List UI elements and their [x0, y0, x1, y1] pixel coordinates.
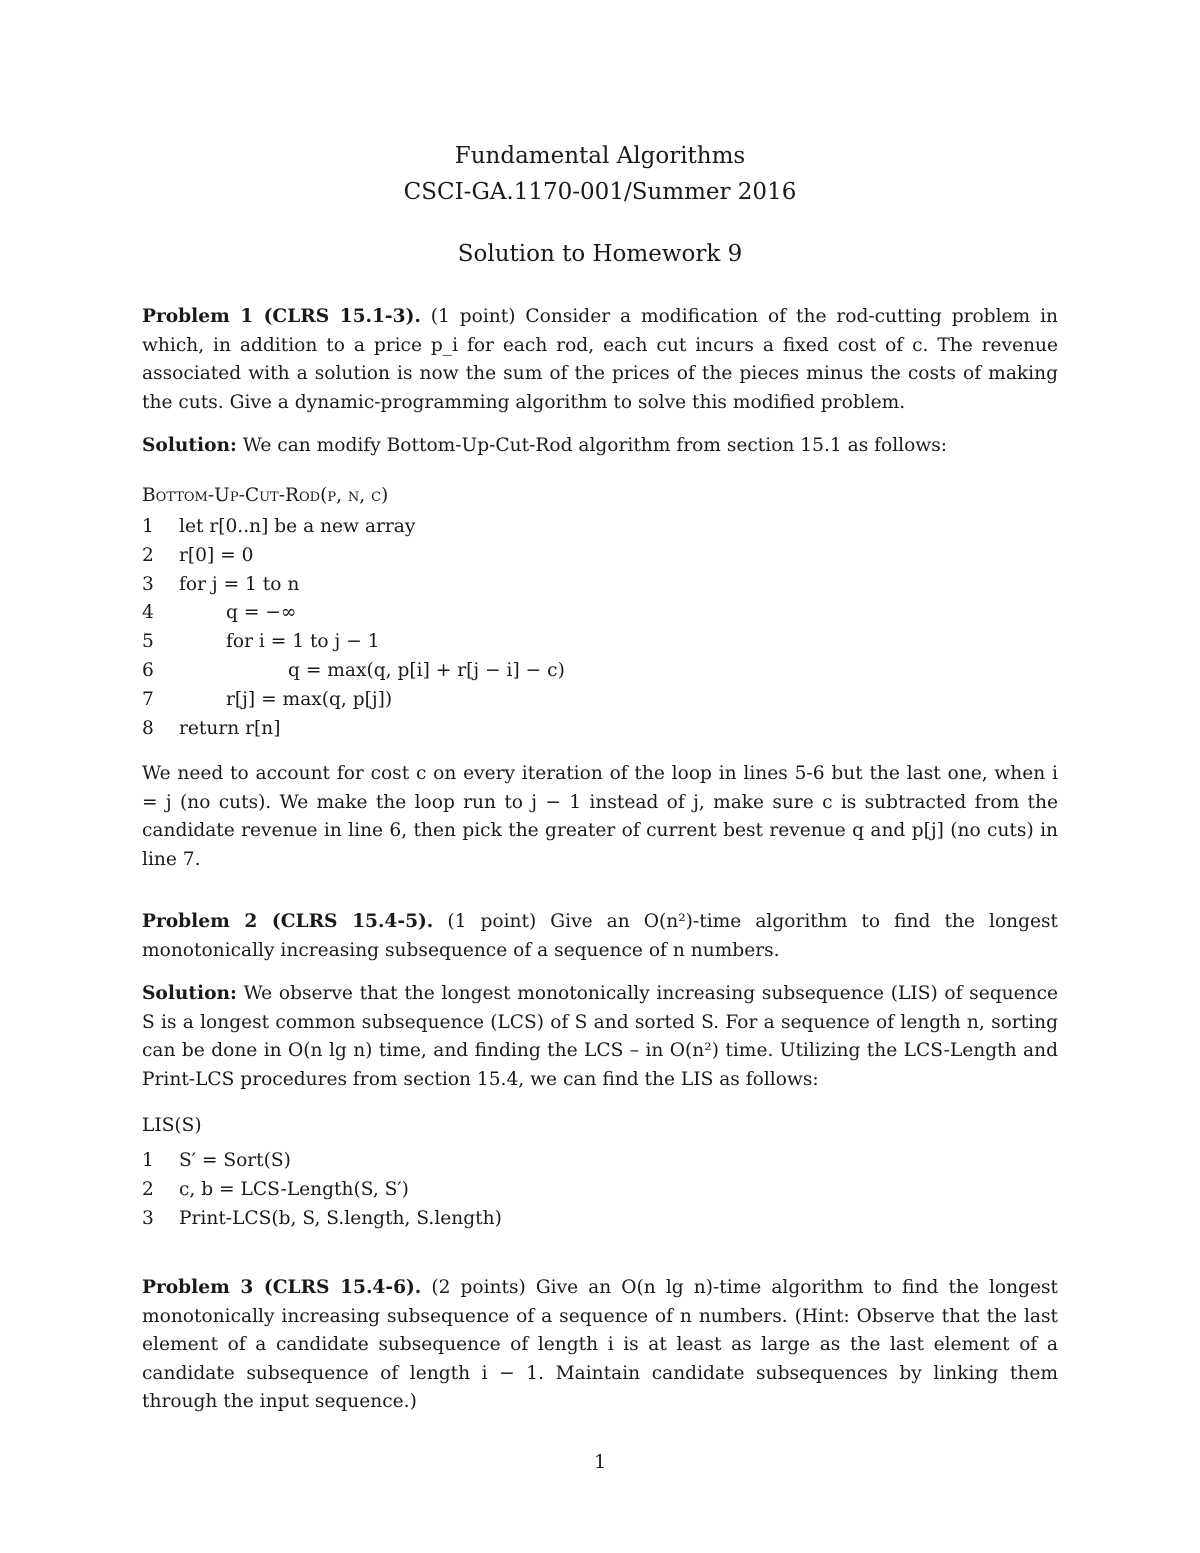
problem-3-statement [142, 1274, 1058, 1417]
line-number: 3 [142, 1208, 154, 1229]
course-title: Fundamental Algorithms [454, 143, 746, 169]
code-line: Print-LCS(b, S, S.length, S.length) [179, 1208, 502, 1229]
code-line: r[0] = 0 [179, 545, 254, 566]
line-number: 7 [142, 689, 154, 710]
problem-2-solution-label: Solution: [142, 983, 237, 1004]
code-line: q = max(q, p[i] + r[j − i] − c) [288, 660, 565, 681]
problem-2-solution [142, 980, 1058, 1094]
problem-2-label: Problem 2 (CLRS 15.4-5). [142, 911, 434, 932]
line-number: 5 [142, 631, 154, 652]
problem-2-solution-text: We observe that the longest monotonically increasing subsequence (LIS) of sequence S is a longest common subsequence (LCS) of S and sorted S. For a sequence of length n, sorting can be done in O(n lg n) time, and finding the LCS – in O(n²) time. Utilizing the LCS-Length and Print-LCS procedures from section 15.4, we can find the LIS as follows: [142, 983, 1058, 1090]
document-title: Solution to Homework 9 [457, 241, 743, 267]
problem-1-solution [142, 432, 1058, 461]
line-number: 2 [142, 545, 154, 566]
course-code: CSCI-GA.1170-001/Summer 2016 [403, 179, 797, 205]
algorithm-1-name: Bottom-Up-Cut-Rod(p, n, c) [142, 485, 389, 506]
problem-3-label: Problem 3 (CLRS 15.4-6). [142, 1277, 422, 1298]
line-number: 4 [142, 602, 154, 623]
line-number: 3 [142, 574, 154, 595]
line-number: 2 [142, 1179, 154, 1200]
code-line: r[j] = max(q, p[j]) [226, 689, 393, 710]
problem-3-text: (2 points) Give an O(n lg n)-time algorithm to find the longest monotonically increasing subsequence of a sequence of n numbers. (Hint: Observe that the last element of a candidate subsequence of length i is at least as large as the last element of a candidate subsequence of length i − 1. Maintain candidate subsequences by linking them through the input sequence.) [142, 1277, 1059, 1412]
line-number: 6 [142, 660, 154, 681]
line-number: 8 [142, 718, 154, 739]
problem-2-text: (1 point) Give an O(n²)-time algorithm to find the longest monotonically increasing subsequence of a sequence of n numbers. [142, 911, 1058, 961]
code-line: q = −∞ [226, 602, 297, 623]
code-line: c, b = LCS-Length(S, S′) [179, 1179, 409, 1200]
line-number: 1 [142, 1150, 154, 1171]
problem-1-label: Problem 1 (CLRS 15.1-3). [142, 306, 421, 327]
code-line: S′ = Sort(S) [179, 1150, 291, 1171]
code-line: return r[n] [179, 718, 281, 739]
code-line: let r[0..n] be a new array [179, 516, 416, 537]
page-number: 1 [594, 1452, 606, 1473]
algorithm-2-name: LIS(S) [142, 1115, 202, 1136]
code-line: for i = 1 to j − 1 [226, 631, 380, 652]
problem-1-solution-text: We can modify Bottom-Up-Cut-Rod algorithm from section 15.1 as follows: [242, 435, 948, 456]
problem-2-statement [142, 908, 1058, 965]
algorithm-1-code [142, 513, 742, 743]
line-number: 1 [142, 516, 154, 537]
problem-1-explanation: We need to account for cost c on every iteration of the loop in lines 5-6 but the last one, when i = j (no cuts). We make the loop run to j − 1 instead of j, make sure c is subtracted from the candidate revenue in line 6, then pick the greater of current best revenue q and p[j] (no cuts) in line 7. [142, 763, 1058, 870]
algorithm-2-code [142, 1147, 742, 1237]
problem-1-text: (1 point) Consider a modification of the rod-cutting problem in which, in addition to a price p_i for each rod, each cut incurs a fixed cost of c. The revenue associated with a solution is now the sum of the prices of the pieces minus the costs of making the cuts. Give a dynamic-programming algorithm to solve this modified problem. [142, 306, 1058, 413]
problem-1-solution-label: Solution: [142, 435, 237, 456]
code-line: for j = 1 to n [179, 574, 300, 595]
problem-1-statement [142, 303, 1058, 417]
